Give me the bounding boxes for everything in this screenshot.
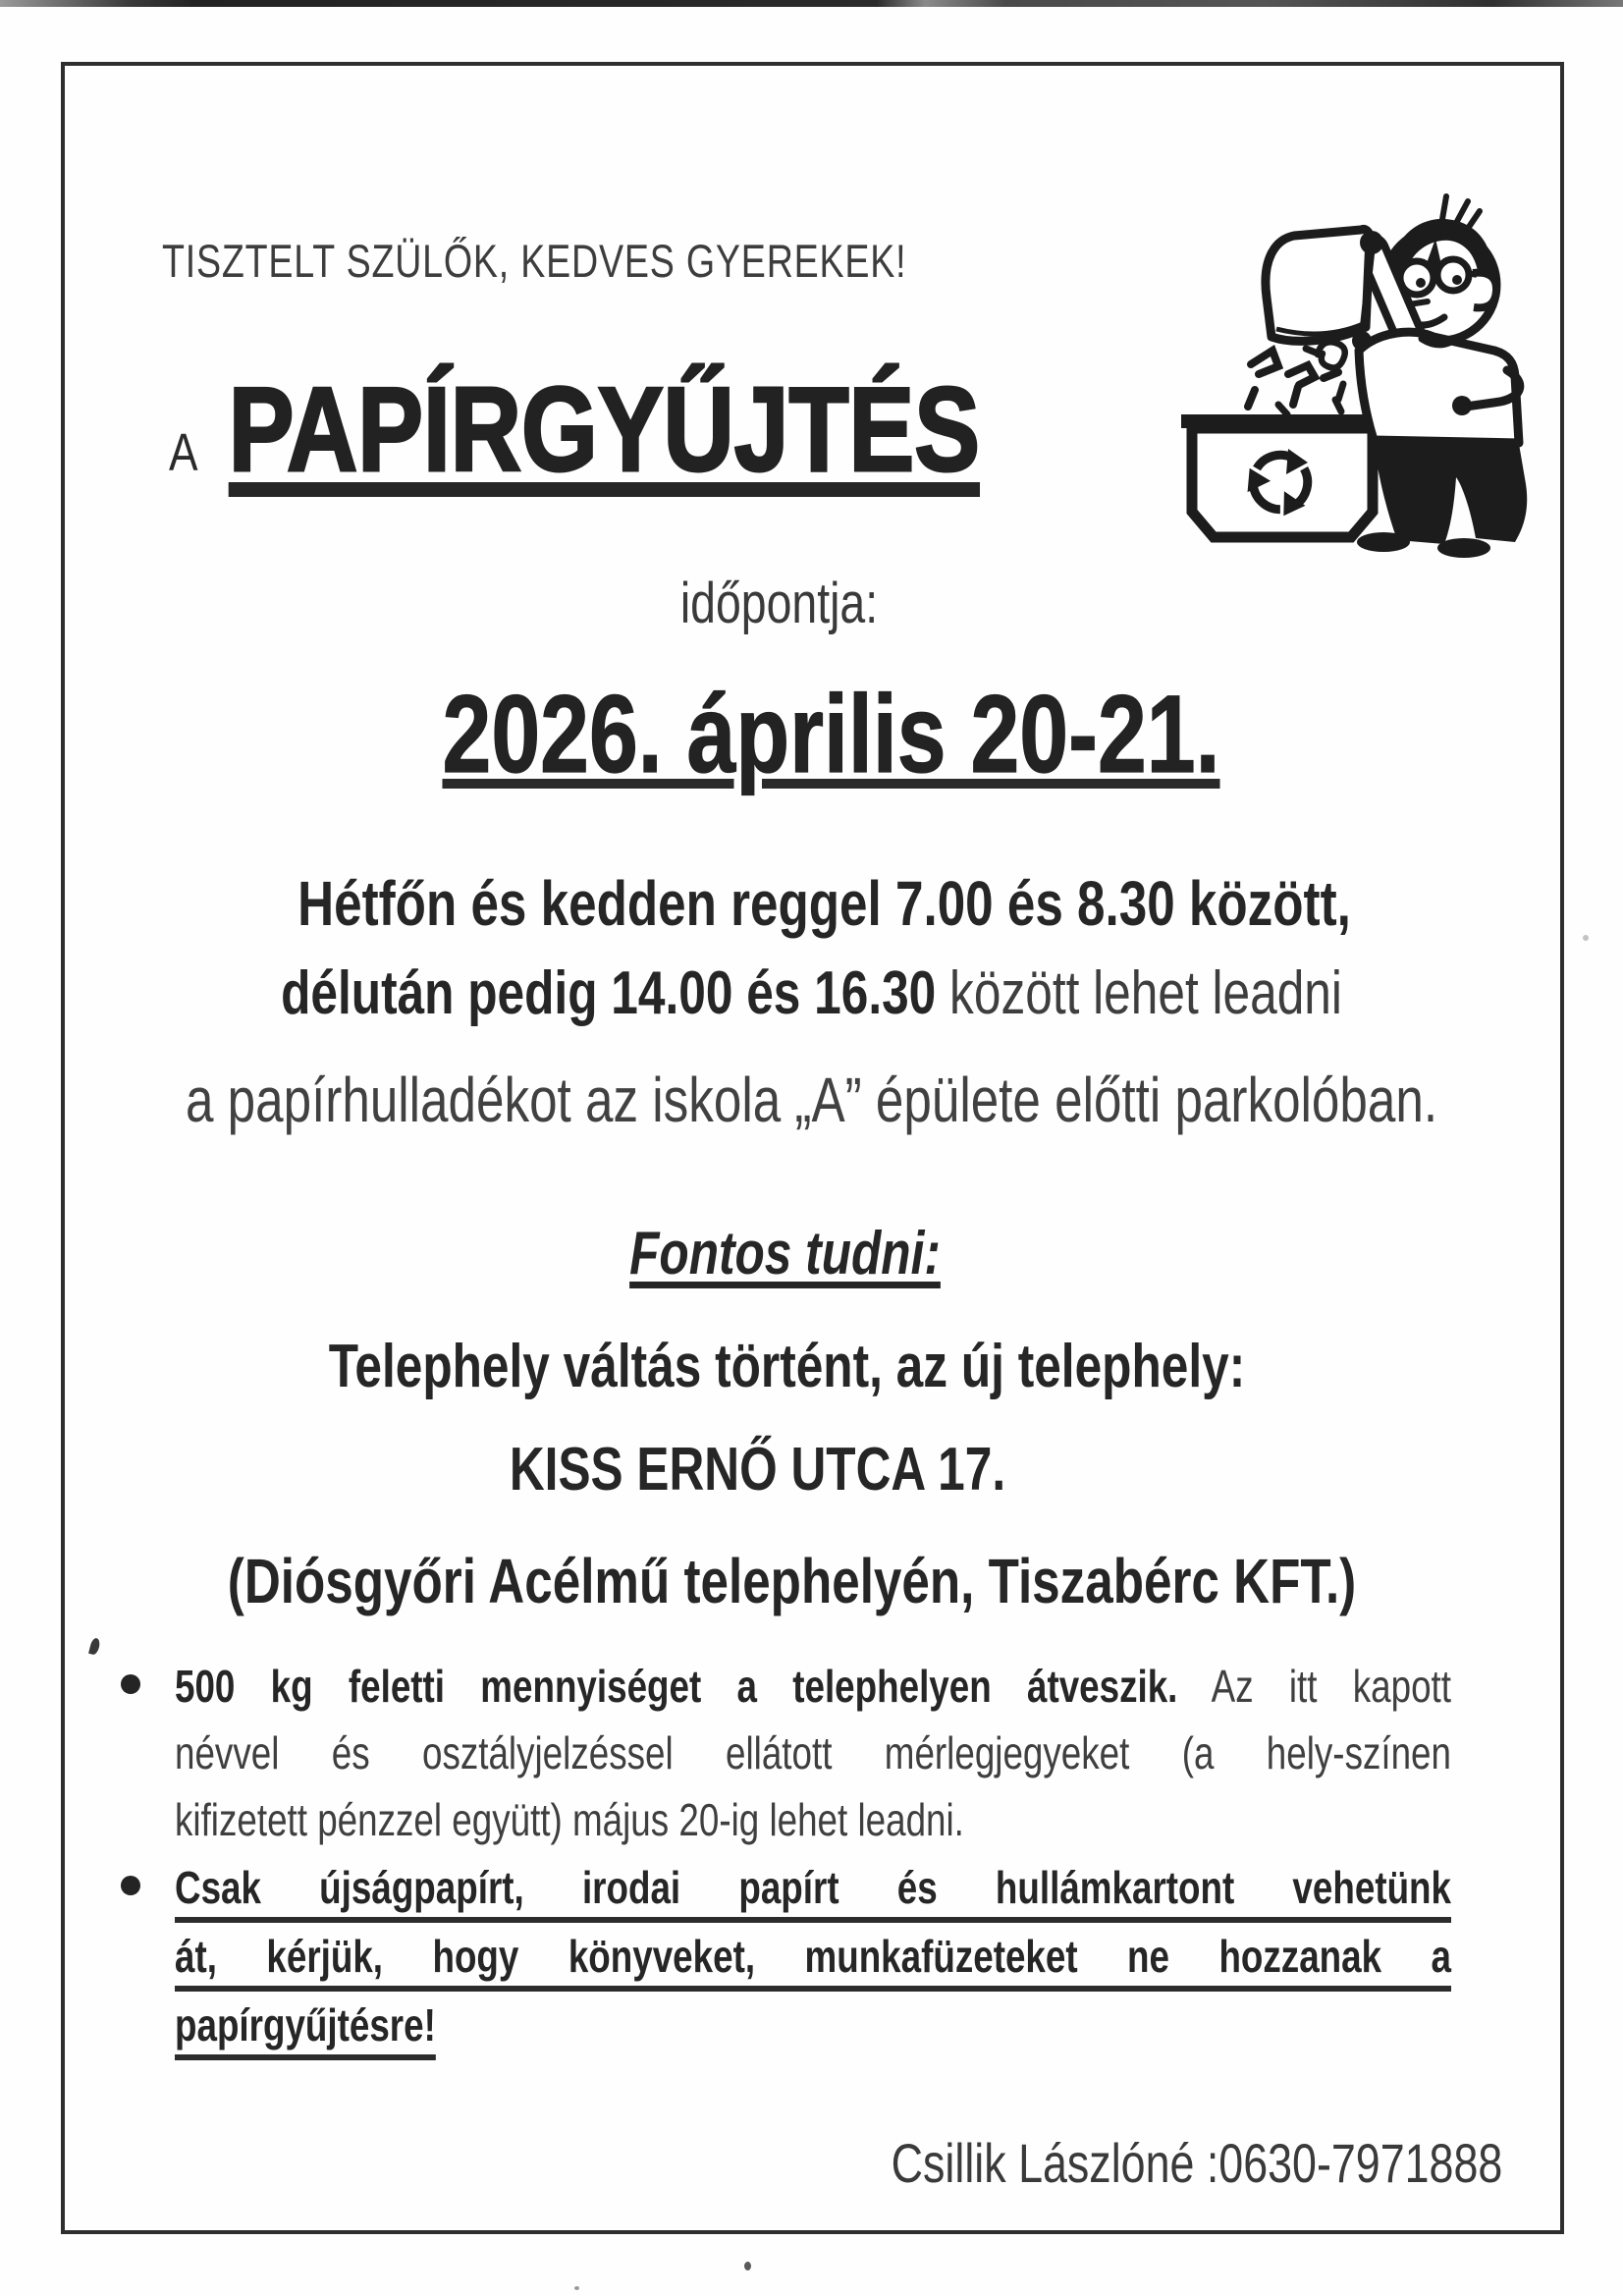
ear [1473,273,1496,308]
bullet-marker-2 [121,1876,140,1895]
paper-bin [1181,414,1391,537]
bullet-1-line-3: kifizetett pénzzel együtt) május 20-ig lehet leadni. [175,1794,964,1845]
schedule-line-1: Hétfőn és kedden reggel 7.00 és 8.30 között, [298,868,1351,939]
paper-scraps [1248,342,1345,414]
scan-blemish [1583,935,1589,941]
collection-date: 2026. április 20-21. [442,673,1220,795]
schedule-line-2 [162,959,1460,1027]
contact-line: Csillik Lászlóné :0630-7971888 [891,2132,1502,2194]
trousers [1374,440,1527,544]
main-title-row [169,362,981,496]
bullet-2-line-2: át, kérjük, hogy könyveket, munkafüzeteket ne hozzanak a [175,1931,1451,1982]
page-title: PAPÍRGYŰJTÉS [228,362,981,496]
scan-blemish [574,2286,579,2290]
bullet-1-bold-text: 500 kg feletti mennyiséget a telephelyen átveszik. [175,1661,1178,1712]
greeting-line: TISZTELT SZÜLŐK, KEDVES GYEREKEK! [162,235,907,287]
new-address: KISS ERNŐ UTCA 17. [509,1436,1006,1503]
schedule-line-2-rest: között lehet leadni [936,959,1342,1027]
bullet-2-line-3: papírgyűjtésre! [175,1999,436,2050]
open-folder [1266,229,1370,341]
scan-blemish [744,2262,751,2270]
bullet-2-line-1: Csak újságpapírt, irodai papírt és hullámkartont vehetünk [175,1862,1451,1913]
bullet-1-line-2: névvel és osztályjelzéssel ellátott mérlegjegyeket (a hely-színen [175,1727,1451,1778]
relocation-line: Telephely váltás történt, az új telephely: [328,1333,1246,1400]
bullet-item-1 [175,1653,1451,1853]
schedule-line-2-times: délután pedig 14.00 és 16.30 [281,959,937,1027]
bullet-1-line-1 [175,1653,1451,1720]
important-heading: Fontos tudni: [629,1220,941,1287]
title-article: A [169,423,198,482]
child-recycling-paper-clipart [1168,182,1542,565]
schedule-line-3: a papírhulladékot az iskola „A” épülete előtti parkolóban. [185,1065,1438,1135]
bullet-marker-1 [121,1674,140,1694]
bullet-item-2 [175,1853,1451,2059]
address-note: (Diósgyőri Acélmű telephelyén, Tiszabérc KFT.) [227,1546,1357,1616]
bullet-1-rest-text: Az itt kapott [1177,1661,1451,1712]
title-caption: időpontja: [679,572,879,635]
scanner-edge-artifact [0,0,1623,7]
shirt [1359,332,1519,443]
